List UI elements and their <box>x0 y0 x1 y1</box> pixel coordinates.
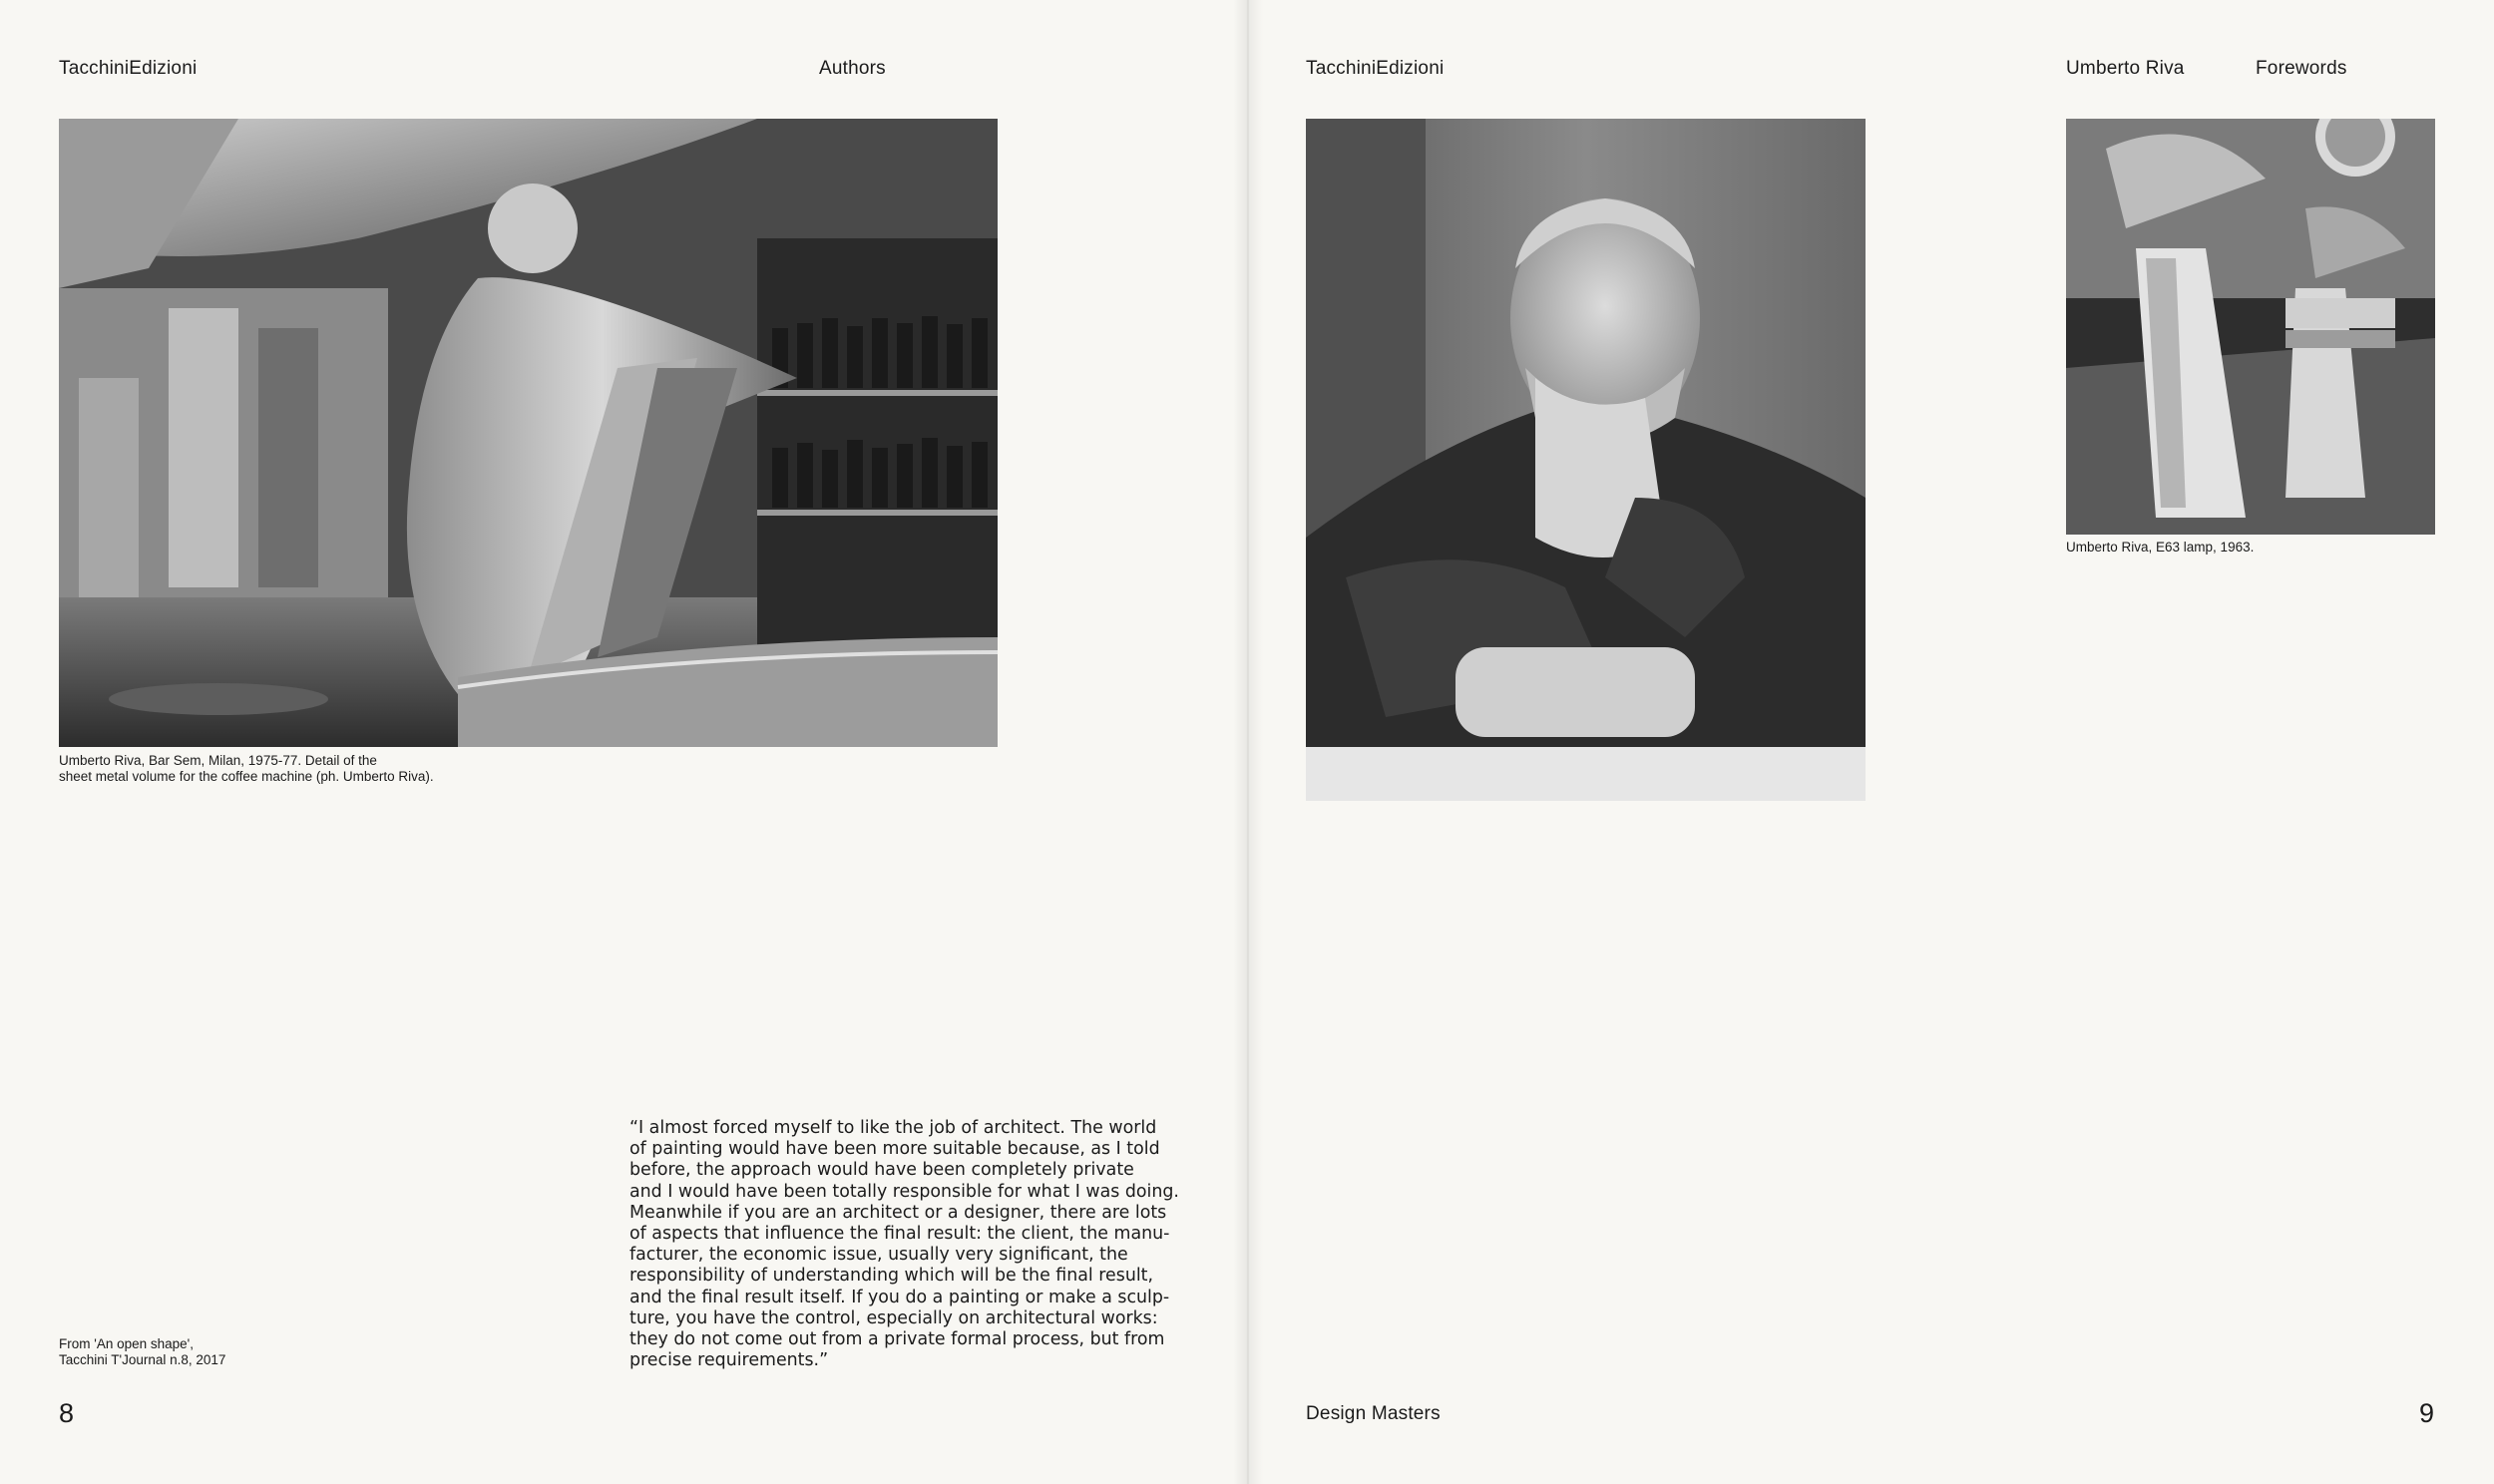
quote-block <box>629 1118 1198 1371</box>
quote-line: ture, you have the control, especially on architectural works: <box>629 1307 1158 1328</box>
publisher-name: TacchiniEdizioni <box>59 58 198 79</box>
publisher-name: TacchiniEdizioni <box>1306 58 1445 79</box>
page-number-right: 9 <box>2419 1398 2435 1428</box>
bar-sem-photo <box>59 119 998 747</box>
lamp-photo-illustration <box>2066 119 2435 535</box>
footer-title: Design Masters <box>1306 1403 1441 1424</box>
portrait-photo <box>1306 119 1866 801</box>
portrait-photo-illustration <box>1306 119 1866 801</box>
section-title: Authors <box>819 58 886 79</box>
quote-line: of aspects that influence the final result: the client, the manu- <box>629 1224 1170 1245</box>
quote-line: “I almost forced myself to like the job of architect. The world <box>629 1118 1157 1138</box>
page-number-left: 8 <box>59 1398 75 1428</box>
right-page <box>1248 0 2494 1484</box>
quote-line: and I would have been totally responsible for what I was doing. <box>629 1181 1179 1202</box>
source-note-line2: Tacchini T'Journal n.8, 2017 <box>59 1352 226 1367</box>
quote-line: before, the approach would have been completely private <box>629 1160 1134 1181</box>
source-note-line1: From 'An open shape', <box>59 1336 194 1351</box>
section-title: Forewords <box>2256 58 2347 79</box>
source-note <box>59 1336 225 1368</box>
author-name: Umberto Riva <box>2066 58 2185 79</box>
quote-line: of painting would have been more suitable because, as I told <box>629 1139 1160 1160</box>
lamp-photo <box>2066 119 2435 535</box>
lamp-caption: Umberto Riva, E63 lamp, 1963. <box>2066 540 2255 555</box>
book-gutter <box>1233 0 1263 1484</box>
quote-line: they do not come out from a private formal process, but from <box>629 1329 1165 1350</box>
quote-line: responsibility of understanding which will be the final result, <box>629 1266 1154 1287</box>
bar-sem-caption <box>59 753 434 785</box>
bar-sem-caption-line1: Umberto Riva, Bar Sem, Milan, 1975-77. Detail of the <box>59 753 377 768</box>
quote-line: facturer, the economic issue, usually very significant, the <box>629 1245 1128 1266</box>
bar-sem-photo-illustration <box>59 119 998 747</box>
quote-line: precise requirements.” <box>629 1350 829 1371</box>
bar-sem-caption-line2: sheet metal volume for the coffee machine (ph. Umberto Riva). <box>59 769 434 784</box>
quote-line: Meanwhile if you are an architect or a designer, there are lots <box>629 1202 1167 1223</box>
quote-line: and the final result itself. If you do a painting or make a sculp- <box>629 1287 1170 1307</box>
